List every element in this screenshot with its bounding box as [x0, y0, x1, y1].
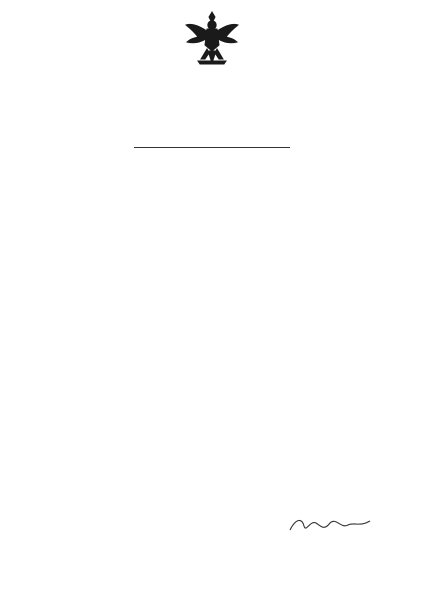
garuda-emblem-icon — [184, 8, 240, 68]
document-body — [48, 159, 378, 162]
handwritten-signature-icon — [286, 514, 376, 536]
heading-divider — [134, 147, 290, 148]
